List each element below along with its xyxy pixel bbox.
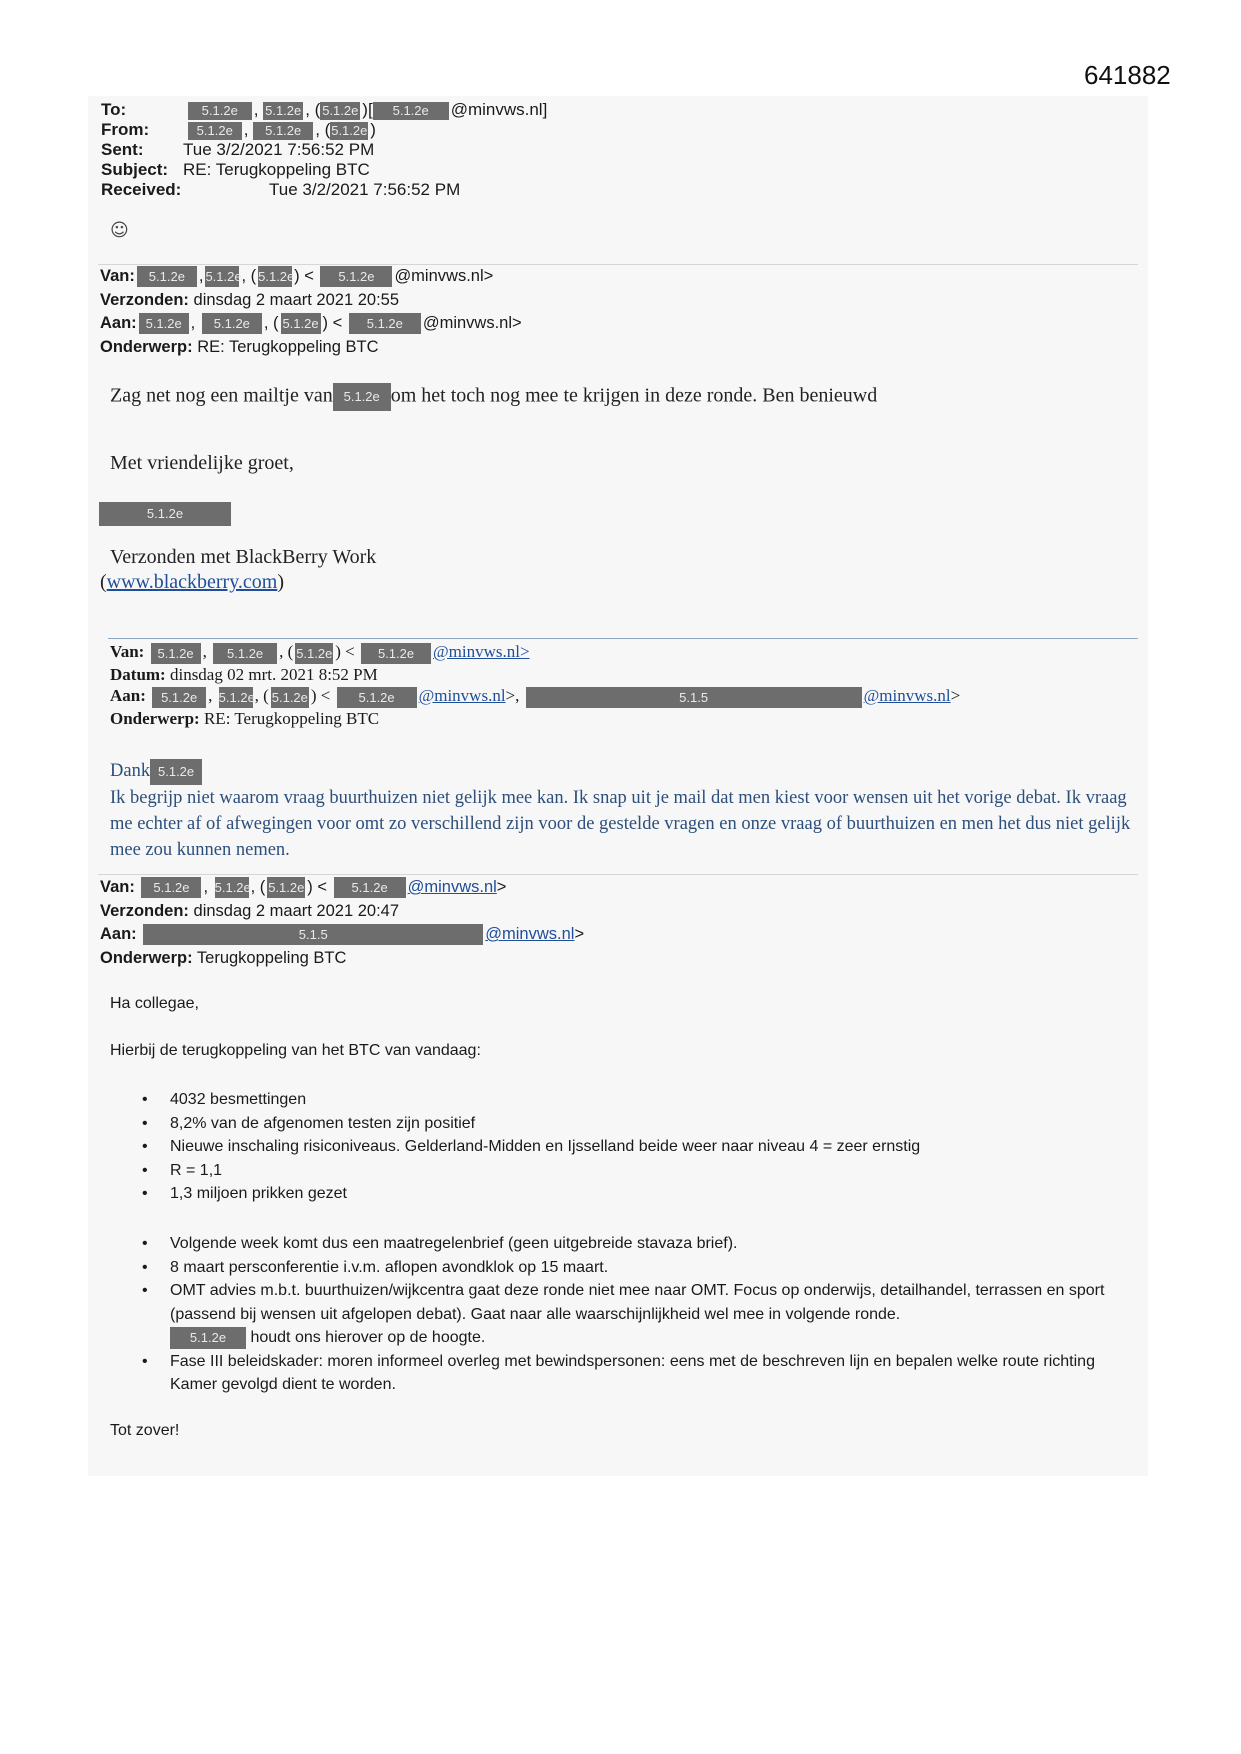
redaction: 5.1.2e [215, 877, 249, 898]
subject-label: Subject: [101, 160, 169, 179]
page-number: 641882 [1084, 60, 1171, 90]
redaction: 5.1.2e [281, 313, 321, 334]
redaction: 5.1.2e [139, 313, 189, 334]
redaction: 5.1.2e [267, 877, 305, 898]
verzonden-value: dinsdag 2 maart 2021 20:55 [193, 290, 400, 309]
datum-value: dinsdag 02 mrt. 2021 8:52 PM [169, 664, 378, 684]
redaction: 5.1.5 [526, 687, 862, 708]
onderwerp-label: Onderwerp: [110, 708, 200, 728]
redaction: 5.1.5 [143, 924, 483, 945]
mail1-header: Van: 5.1.2e , 5.1.2e, ( 5.1.2e) < 5.1.2e @minvws.nl> Verzonden: dinsdag 2 maart 2021 20:55 Aan: 5.1.2e , 5.1.2e , ( 5.1.2e ) < 5.1.2e @minvws.nl> Onderwerp: RE: Terugkoppeling BTC [100, 267, 522, 356]
mail2-header: Van: 5.1.2e , 5.1.2e , ( 5.1.2e ) < 5.1.2e @minvws.nl> Datum: dinsdag 02 mrt. 2021 8:52 PM Aan: 5.1.2e , 5.1.2e, ( 5.1.2e ) < 5.1.2e @minvws.nl>, 5.1.5 @minvws.nl> Onderwerp: RE: Terugkoppeling BTC [110, 642, 961, 728]
aan-suffix[interactable]: @minvws.nl [485, 925, 575, 943]
redaction: 5.1.2e [170, 1327, 246, 1349]
redaction: 5.1.2e [258, 266, 292, 287]
header-from: From: 5.1.2e , 5.1.2e , (5.1.2e ) [101, 120, 376, 139]
list-item: • 1,3 miljoen prikken gezet [110, 1182, 1140, 1206]
greeting: Met vriendelijke groet, [110, 452, 294, 474]
mail3-header: Van: 5.1.2e , 5.1.2e, ( 5.1.2e ) < 5.1.2e @minvws.nl> Verzonden: dinsdag 2 maart 2021 20:47 Aan: 5.1.5 @minvws.nl> Onderwerp: Terugkoppeling BTC [100, 878, 585, 967]
onderwerp-value: RE: Terugkoppeling BTC [197, 337, 379, 356]
list-item: • 8,2% van de afgenomen testen zijn positief [110, 1112, 1140, 1136]
redaction: 5.1.2e [334, 877, 406, 898]
redaction: 5.1.2e [202, 313, 262, 334]
redaction: 5.1.2e [137, 266, 197, 287]
blackberry-link-line: (www.blackberry.com) [100, 571, 285, 593]
redaction: 5.1.2e [373, 102, 449, 120]
mail3-closing: Tot zover! [110, 1422, 180, 1439]
list-item: • 8 maart persconferentie i.v.m. aflopen avondklok op 15 maart. [110, 1256, 1140, 1280]
list-item: • Nieuwe inschaling risiconiveaus. Gelderland-Midden en Ijsselland beide weer naar niveau 4 = zeer ernstig [110, 1135, 1140, 1159]
list-item: • Fase III beleidskader: moren informeel overleg met bewindspersonen: eens met de beschreven lijn en bepalen welke route richting Kamer gevolgd dient te worden. [110, 1350, 1140, 1397]
subject-value: RE: Terugkoppeling BTC [183, 160, 370, 179]
redaction: 5.1.2e [265, 102, 302, 118]
van-suffix[interactable]: @minvws.nl> [433, 642, 530, 661]
redaction: 5.1.2e [141, 877, 201, 898]
redaction: 5.1.2e [205, 266, 239, 287]
redaction: 5.1.2e [337, 687, 417, 708]
redaction: 5.1.2e [349, 313, 421, 334]
aan-suffix-2[interactable]: @minvws.nl [863, 686, 951, 706]
dank: Dank [110, 761, 151, 781]
signature-redaction: 5.1.2e [99, 502, 231, 526]
received-value: Tue 3/2/2021 7:56:52 PM [269, 180, 461, 199]
list-item: • 4032 besmettingen [110, 1088, 1140, 1112]
header-to: To: 5.1.2e , 5.1.2e , ( 5.1.2e )[ 5.1.2e @minvws.nl] [101, 100, 548, 119]
redaction: 5.1.2e [188, 122, 242, 140]
van-label: Van: [110, 642, 145, 661]
onderwerp-value: Terugkoppeling BTC [196, 948, 347, 967]
divider [108, 638, 1138, 639]
top-header [101, 100, 547, 200]
to-suffix: @minvws.nl] [450, 100, 548, 119]
mail2-paragraph: Ik begrijp niet waarom vraag buurthuizen niet gelijk mee kan. Ik snap uit je mail dat men kiest voor wensen uit het vorige debat. Ik vraag me echter af of afwegingen voor omt zo verschillend zijn voor de gestelde vragen en onze vraag of buurthuizen en men het dus niet gelijk mee zou kunnen nemen. [110, 787, 1131, 860]
header-received [101, 180, 547, 200]
omt-advice-tail: houdt ons hierover op de hoogte. [250, 1329, 486, 1346]
mail3-intro: Hierbij de terugkoppeling van het BTC van vandaag: [110, 1042, 481, 1059]
van-suffix[interactable]: @minvws.nl [407, 878, 497, 896]
verzonden-label: Verzonden: [100, 290, 189, 309]
bullet-list-b [110, 1232, 1140, 1397]
smiley-icon: ☺ [110, 220, 129, 241]
redaction: 5.1.2e [322, 102, 359, 118]
redaction: 5.1.2e [320, 266, 392, 287]
onderwerp-label: Onderwerp: [100, 948, 193, 967]
redaction: 5.1.2e [331, 122, 368, 138]
van-label: Van: [100, 878, 135, 896]
to-label: To: [101, 100, 127, 119]
aan-suffix-1[interactable]: @minvws.nl [418, 686, 506, 706]
redaction: 5.1.2e [152, 687, 206, 708]
list-item: • Volgende week komt dus een maatregelenbrief (geen uitgebreide stavaza brief). [110, 1232, 1140, 1256]
onderwerp-value: RE: Terugkoppeling BTC [203, 708, 380, 728]
sent-label: Sent: [101, 140, 144, 159]
list-item: • R = 1,1 [110, 1159, 1140, 1183]
bullet-list-a [110, 1088, 1140, 1206]
redaction: 5.1.2e [253, 122, 313, 140]
redaction: 5.1.2e [188, 102, 252, 120]
onderwerp-label: Onderwerp: [100, 337, 193, 356]
verzonden-value: dinsdag 2 maart 2021 20:47 [193, 901, 400, 920]
sent-with-blackberry: Verzonden met BlackBerry Work [110, 546, 377, 568]
redaction: 5.1.2e [271, 687, 309, 708]
van-suffix: @minvws.nl> [394, 267, 494, 285]
blackberry-link[interactable]: www.blackberry.com [106, 571, 278, 593]
aan-label: Aan: [100, 314, 137, 332]
verzonden-label: Verzonden: [100, 901, 189, 920]
van-label: Van: [100, 267, 135, 285]
redaction: 5.1.2e [361, 643, 431, 664]
received-label: Received: [101, 180, 182, 199]
redaction: 5.1.2e [150, 759, 202, 785]
aan-label: Aan: [110, 686, 146, 706]
body-pre: Zag net nog een mailtje van [110, 384, 333, 407]
omt-advice-text: OMT advies m.b.t. buurthuizen/wijkcentra gaat deze ronde niet mee naar OMT. Focus op onderwijs, detailhandel, terrassen en sport (passend bij wensen uit afgelopen debat). Gaat naar alle waarschijnlijkheid wel mee in volgende ronde. [170, 1282, 1105, 1323]
mail3-greeting: Ha collegae, [110, 995, 199, 1012]
mail2-body [110, 758, 1150, 863]
header-subject [101, 160, 547, 180]
redaction: 5.1.2e [295, 643, 333, 664]
header-sent [101, 140, 547, 160]
redaction: 5.1.2e [213, 643, 277, 664]
sent-value: Tue 3/2/2021 7:56:52 PM [183, 140, 375, 159]
datum-label: Datum: [110, 664, 166, 684]
redaction: 5.1.2e [151, 643, 201, 664]
aan-label: Aan: [100, 925, 137, 943]
list-item [110, 1279, 1140, 1350]
redaction: 5.1.2e [219, 687, 253, 708]
from-label: From: [101, 120, 150, 139]
aan-suffix: @minvws.nl> [422, 314, 522, 332]
mail1-body [110, 383, 877, 411]
redaction: 5.1.2e [333, 383, 391, 411]
body-post: om het toch nog mee te krijgen in deze ronde. Ben benieuwd [390, 384, 878, 407]
divider [98, 874, 1138, 875]
